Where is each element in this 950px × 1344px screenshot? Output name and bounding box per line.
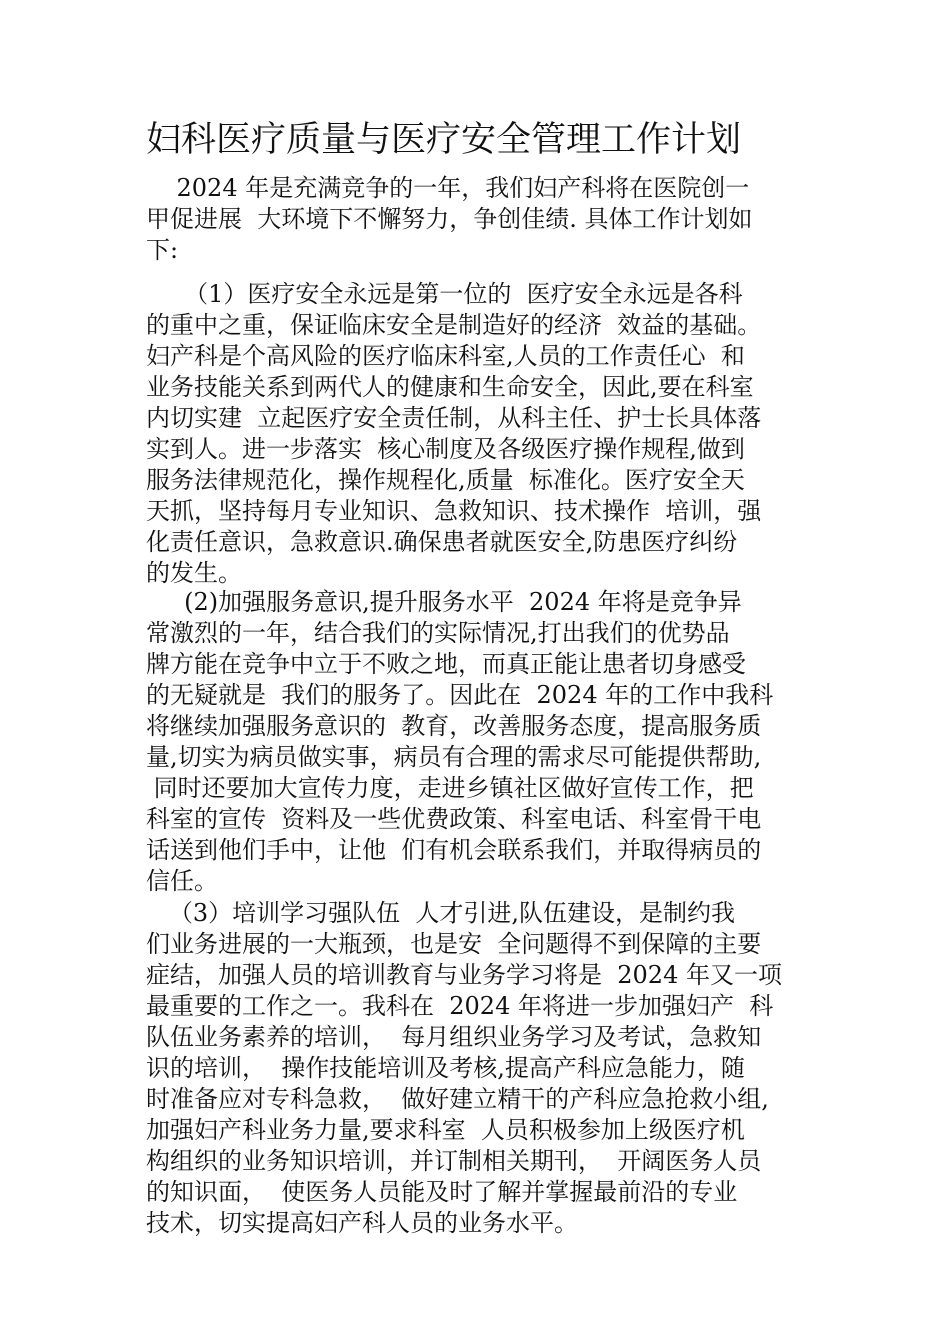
text-line: 内切实建 立起医疗安全责任制，从科主任、护士长具体落 [146,404,762,432]
text-line: 将继续加强服务意识的 教育，改善服务态度，提高服务质 [146,712,762,740]
text-line: 化责任意识，急救意识.确保患者就医安全,防患医疗纠纷 [146,528,738,556]
text-line: 的无疑就是 我们的服务了。因此在 2024 年的工作中我科 [146,681,774,709]
text-line: 量,切实为病员做实事，病员有合理的需求尽可能提供帮助, [146,743,762,771]
document-title: 妇科医疗质量与医疗安全管理工作计划 [146,120,742,160]
text-line: 2024 年是充满竞争的一年，我们妇产科将在医院创一 [146,174,750,202]
text-line: 的知识面， 使医务人员能及时了解并掌握最前沿的专业 [146,1178,738,1206]
text-line: 信任。 [146,867,218,895]
text-line: 队伍业务素养的培训， 每月组织业务学习及考试，急救知 [146,1023,762,1051]
text-line: 业务技能关系到两代人的健康和生命安全，因此,要在科室 [146,373,754,401]
text-line: 服务法律规范化，操作规程化,质量 标准化。医疗安全天 [146,466,745,494]
text-line: 识的培训， 操作技能培训及考核,提高产科应急能力，随 [146,1054,745,1082]
section-2-paragraph [146,587,818,897]
text-line: 的重中之重，保证临床安全是制造好的经济 效益的基础。 [146,311,762,339]
text-line: 技术，切实提高妇产科人员的业务水平。 [146,1209,578,1237]
section-3-paragraph [146,898,818,1239]
text-line: 常激烈的一年，结合我们的实际情况,打出我们的优势品 [146,619,730,647]
text-line: 甲促进展 大环境下不懈努力，争创佳绩. 具体工作计划如 [146,205,753,233]
text-line: 时准备应对专科急救， 做好建立精干的产科应急抢救小组, [146,1085,769,1113]
section-1-paragraph [146,279,818,589]
text-line: 同时还要加大宣传力度，走进乡镇社区做好宣传工作，把 [146,774,754,802]
text-line: 下: [146,236,179,264]
text-line: 天抓，坚持每月专业知识、急救知识、技术操作 培训，强 [146,497,762,525]
text-line: 们业务进展的一大瓶颈，也是安 全问题得不到保障的主要 [146,930,762,958]
text-line: 加强妇产科业务力量,要求科室 人员积极参加上级医疗机 [146,1116,745,1144]
text-line: 症结，加强人员的培训教育与业务学习将是 2024 年又一项 [146,961,782,989]
text-line: 牌方能在竞争中立于不败之地，而真正能让患者切身感受 [146,650,746,678]
text-line: 的发生。 [146,559,242,587]
text-line: (2)加强服务意识,提升服务水平 2024 年将是竞争异 [146,588,742,616]
text-line: （1）医疗安全永远是第一位的 医疗安全永远是各科 [146,280,743,308]
text-line: 科室的宣传 资料及一些优费政策、科室电话、科室骨干电 [146,805,762,833]
text-line: 构组织的业务知识培训，并订制相关期刊， 开阔医务人员 [146,1147,762,1175]
text-line: 妇产科是个高风险的医疗临床科室,人员的工作责任心 和 [146,342,745,370]
text-line: 实到人。进一步落实 核心制度及各级医疗操作规程,做到 [146,435,745,463]
text-line: 最重要的工作之一。我科在 2024 年将进一步加强妇产 科 [146,992,774,1020]
intro-paragraph [146,173,818,266]
text-line: 话送到他们手中，让他 们有机会联系我们，并取得病员的 [146,836,762,864]
text-line: （3）培训学习强队伍 人才引进,队伍建设，是制约我 [146,899,736,927]
